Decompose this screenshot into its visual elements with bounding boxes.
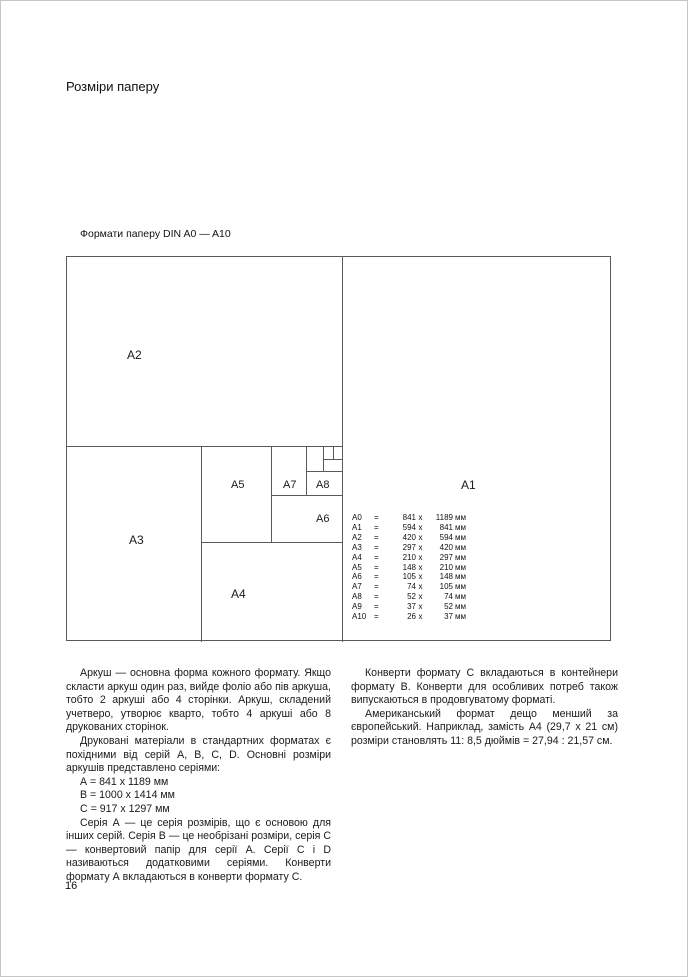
- size-row-a6: [352, 572, 469, 582]
- paper-size-table: [352, 513, 469, 622]
- width-mm: 297: [402, 542, 416, 552]
- size-row-a1: [352, 523, 469, 533]
- size-row-a9: [352, 602, 469, 612]
- format-code: A3: [352, 542, 362, 552]
- format-code: A1: [352, 522, 362, 532]
- unit: мм: [455, 612, 466, 622]
- list-item: А = 841 х 1189 мм: [80, 775, 169, 788]
- label-a8: A8: [316, 479, 330, 491]
- width-mm: 420: [402, 532, 416, 542]
- list-item: С = 917 х 1297 мм: [80, 802, 170, 815]
- series-size-list: [80, 776, 331, 817]
- size-row-a7: [352, 582, 469, 592]
- unit: мм: [455, 532, 466, 542]
- height-mm: 420: [439, 542, 453, 552]
- times-sign: x: [418, 552, 423, 562]
- width-mm: 210: [402, 552, 416, 562]
- format-code: A0: [352, 513, 362, 522]
- size-row-a2: [352, 533, 469, 543]
- times-sign: x: [418, 513, 423, 522]
- unit: мм: [455, 602, 466, 612]
- size-row-a3: [352, 543, 469, 553]
- format-code: A2: [352, 532, 362, 542]
- paragraph: Серія А — це серія розмірів, що є основою для інших серій. Серія В — це необрізані розміри, серія С — конвертовий папір для серії А. Серії С і D називаються додатковими серіями. Конверти формату А вкладаються в конверти формату С.: [66, 816, 331, 883]
- width-mm: 594: [402, 522, 416, 532]
- width-mm: 74: [407, 582, 416, 592]
- width-mm: 841: [402, 513, 416, 522]
- label-a6: A6: [316, 513, 330, 525]
- equals-sign: =: [374, 582, 379, 592]
- unit: мм: [455, 562, 466, 572]
- height-mm: 841: [439, 522, 453, 532]
- size-row-a5: [352, 563, 469, 573]
- label-a7: A7: [283, 479, 297, 491]
- paper-format-diagram: [66, 256, 611, 641]
- width-mm: 37: [407, 602, 416, 612]
- equals-sign: =: [374, 552, 379, 562]
- width-mm: 148: [402, 562, 416, 572]
- paragraph: Американський формат дещо менший за європейський. Наприклад, замість А4 (29,7 х 21 см) розміри становлять 11: 8,5 дюймів = 27,94 : 21,57 см.: [351, 707, 618, 747]
- format-code: A9: [352, 602, 362, 612]
- times-sign: x: [418, 562, 423, 572]
- page-title: Розміри паперу: [66, 79, 160, 94]
- equals-sign: =: [374, 612, 379, 622]
- equals-sign: =: [374, 602, 379, 612]
- figure-caption: Формати паперу DIN A0 — A10: [80, 228, 231, 240]
- unit: мм: [455, 592, 466, 602]
- height-mm: 1189: [435, 513, 453, 522]
- format-code: A4: [352, 552, 362, 562]
- height-mm: 105: [439, 582, 453, 592]
- size-row-a0: [352, 513, 469, 523]
- list-item: В = 1000 х 1414 мм: [80, 789, 175, 802]
- format-code: A6: [352, 572, 362, 582]
- unit: мм: [455, 522, 466, 532]
- height-mm: 148: [439, 572, 453, 582]
- size-row-a4: [352, 553, 469, 563]
- times-sign: x: [418, 582, 423, 592]
- unit: мм: [455, 582, 466, 592]
- format-code: A10: [352, 612, 367, 622]
- label-a2: A2: [127, 348, 142, 362]
- page-number: 16: [65, 880, 78, 892]
- unit: мм: [455, 572, 466, 582]
- width-mm: 26: [407, 612, 416, 622]
- label-a5: A5: [231, 479, 245, 491]
- format-code: A8: [352, 592, 362, 602]
- unit: мм: [455, 542, 466, 552]
- region-a6: [272, 495, 342, 542]
- region-a10: [324, 459, 342, 471]
- label-a4: A4: [231, 587, 246, 601]
- equals-sign: =: [374, 592, 379, 602]
- equals-sign: =: [374, 532, 379, 542]
- height-mm: 297: [439, 552, 453, 562]
- unit: мм: [455, 513, 466, 522]
- paragraph: Аркуш — основна форма кожного формату. Якщо скласти аркуш один раз, вийде фоліо або пів аркуша, тобто 2 аркуші або 4 сторінки. Аркуш, складений учетверо, утворює кварто, тобто 4 аркуші або 8 друкованих сторінок.: [66, 667, 331, 734]
- region-a9: [307, 447, 324, 471]
- equals-sign: =: [374, 513, 379, 522]
- subdivision-line: [333, 447, 334, 459]
- width-mm: 52: [407, 592, 416, 602]
- label-a1: A1: [461, 478, 476, 492]
- body-column-left: [66, 667, 331, 885]
- region-a2: [67, 257, 342, 447]
- height-mm: 52: [444, 602, 453, 612]
- unit: мм: [455, 552, 466, 562]
- format-code: A5: [352, 562, 362, 572]
- size-row-a8: [352, 592, 469, 602]
- times-sign: x: [418, 572, 423, 582]
- equals-sign: =: [374, 542, 379, 552]
- label-a3: A3: [129, 533, 144, 547]
- size-row-a10: [352, 612, 469, 622]
- times-sign: x: [418, 542, 423, 552]
- width-mm: 105: [402, 572, 416, 582]
- paragraph: Конверти формату С вкладаються в контейнери формату В. Конверти для особливих потреб також випускаються в продовгуватому форматі.: [351, 667, 618, 707]
- times-sign: x: [418, 612, 423, 622]
- times-sign: x: [418, 532, 423, 542]
- times-sign: x: [418, 602, 423, 612]
- region-a4: [202, 542, 342, 642]
- height-mm: 74: [444, 592, 453, 602]
- equals-sign: =: [374, 572, 379, 582]
- equals-sign: =: [374, 522, 379, 532]
- format-code: A7: [352, 582, 362, 592]
- height-mm: 594: [439, 532, 453, 542]
- region-a5: [202, 447, 272, 542]
- equals-sign: =: [374, 562, 379, 572]
- body-column-right: [351, 667, 618, 749]
- paragraph: Друковані матеріали в стандартних форматах є похідними від серій А, В, С, D. Основні розміри аркушів представлено серіями:: [66, 734, 331, 775]
- height-mm: 210: [439, 562, 453, 572]
- times-sign: x: [418, 592, 423, 602]
- height-mm: 37: [444, 612, 453, 622]
- times-sign: x: [418, 522, 423, 532]
